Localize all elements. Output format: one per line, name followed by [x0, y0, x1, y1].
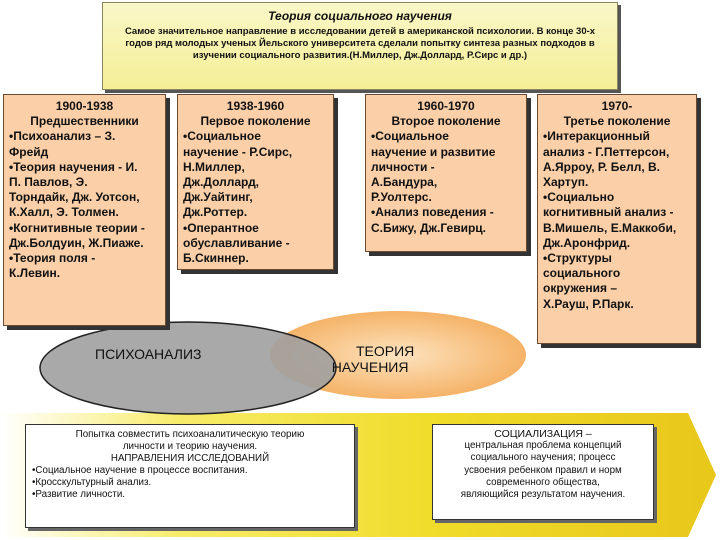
theory-learning-line-2: НАУЧЕНИЯ	[331, 359, 409, 375]
column-period: 1970-	[601, 99, 633, 113]
column-line: •Психоанализ – З.	[9, 129, 116, 144]
column-line: •Интеракционный	[543, 129, 650, 144]
research-item: •Развитие личности.	[32, 489, 126, 500]
column-line: К.Халл, Э. Толмен.	[9, 205, 119, 220]
research-directions-box	[25, 424, 355, 528]
column-line: научение - Р.Сирс,	[183, 144, 293, 159]
column-line: личности -	[371, 159, 435, 174]
column-title: Первое поколение	[200, 114, 311, 129]
column-period: 1938-1960	[226, 99, 285, 113]
column-line: •Когнитивные теории -	[9, 220, 145, 235]
research-item: •Кросскультурный анализ.	[32, 477, 152, 488]
psychoanalysis-ellipse	[40, 322, 336, 414]
column-line: Дж.Роттер.	[183, 205, 248, 220]
column-line: П. Павлов, Э.	[9, 175, 88, 190]
column-line: •Оперантное	[183, 220, 259, 235]
period-column-2	[177, 94, 334, 270]
column-line: Дж.Болдуин, Ж.Пиаже.	[9, 235, 144, 250]
research-intro-line-2: личности и теорию научения.	[122, 441, 258, 452]
column-title: Второе поколение	[391, 114, 501, 129]
column-line: •Социально	[543, 190, 615, 205]
column-line: •Теория поля -	[9, 251, 96, 266]
research-intro-line-1: Попытка совместить психоаналитическую теорию	[75, 429, 305, 440]
period-column-4	[537, 94, 697, 344]
column-line: анализ - Г.Петтерсон,	[543, 144, 670, 159]
research-heading: НАПРАВЛЕНИЯ ИССЛЕДОВАНИЙ	[110, 453, 270, 464]
column-line: Фрейд	[9, 144, 49, 159]
column-line: •Социальное	[183, 129, 261, 144]
period-column-1	[3, 94, 166, 326]
socialization-line: центральная проблема концепций	[464, 440, 622, 452]
theory-learning-label	[326, 343, 414, 375]
column-line: С.Бижу, Дж.Гевирц.	[371, 220, 487, 235]
socialization-line: усвоения ребенком правил и норм	[464, 464, 622, 476]
column-line: В.Мишель, Е.Маккоби,	[543, 220, 677, 235]
header-title: Теория социального научения	[268, 9, 452, 23]
column-title: Предшественники	[30, 114, 139, 129]
socialization-line: современного общества,	[486, 476, 600, 488]
column-line: •Структуры	[543, 251, 612, 266]
column-line: Н.Миллер,	[183, 159, 245, 174]
column-line: Б.Скиннер.	[183, 251, 249, 266]
column-period: 1960-1970	[417, 99, 475, 113]
socialization-box	[432, 424, 654, 520]
column-line: Дж.Доллард,	[183, 175, 260, 190]
column-line: Дж.Аронфрид.	[543, 235, 631, 250]
column-line: Торндайк, Дж. Уотсон,	[9, 190, 140, 205]
column-line: Дж.Уайтинг,	[183, 190, 253, 205]
research-item: •Социальное научение в процессе воспитания.	[32, 465, 248, 476]
column-line: научение и развитие	[371, 144, 496, 159]
header-text: Самое значительное направление в исследовании детей в американской психологии. В конце 30-х годов ряд молодых ученых Йельского университета сделали попытку синтеза разных подходов в изучении социального развития.(Н.Миллер, Дж.Доллард, Р.Сирс и др.)	[124, 26, 596, 61]
column-line: А.Бандура,	[371, 175, 438, 190]
psychoanalysis-label: ПСИХОАНАЛИЗ	[95, 346, 202, 362]
period-column-3	[365, 94, 527, 252]
column-line: •Социальное	[371, 129, 449, 144]
column-line: •Теория научения - И.	[9, 159, 138, 174]
column-title: Третье поколение	[563, 114, 671, 129]
column-line: обуславливание -	[183, 235, 290, 250]
column-line: Хартуп.	[543, 175, 589, 190]
socialization-line: являющийся результатом научения.	[460, 489, 626, 501]
column-line: А.Ярроу, Р. Белл, В.	[543, 159, 660, 174]
socialization-line: социального научения; процесс	[470, 452, 616, 464]
column-line: Х.Рауш, Р.Парк.	[543, 296, 634, 311]
column-line: Р.Уолтерс.	[371, 190, 432, 205]
header-box	[102, 2, 618, 90]
column-period: 1900-1938	[55, 99, 114, 113]
socialization-heading: СОЦИАЛИЗАЦИЯ –	[494, 428, 592, 440]
column-line: социального	[543, 266, 621, 281]
theory-learning-line-1: ТЕОРИЯ	[356, 343, 415, 359]
column-line: когнитивный анализ -	[543, 205, 674, 220]
column-line: К.Левин.	[9, 266, 61, 281]
column-line: окружения –	[543, 281, 617, 296]
column-line: •Анализ поведения -	[371, 205, 494, 220]
